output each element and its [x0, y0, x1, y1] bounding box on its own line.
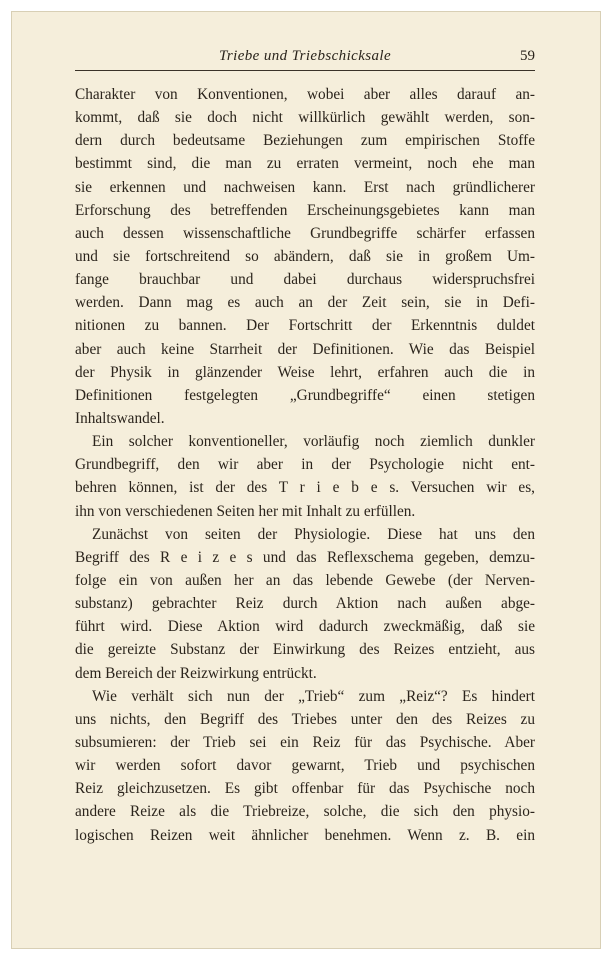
- paragraph: [75, 523, 535, 685]
- text-line: Wie verhält sich nun der „Trieb“ zum „Reiz“? Es hindert: [92, 687, 535, 705]
- text-line: ihn von verschiedenen Seiten her mit Inhalt zu erfüllen.: [75, 502, 416, 520]
- header-rule: [75, 70, 535, 71]
- text-line: Reiz gleichzusetzen. Es gibt offenbar für das Psychische noch: [75, 780, 535, 798]
- running-title: Triebe und Triebschicksale: [218, 48, 392, 64]
- paragraph: [75, 83, 535, 430]
- body-text: [75, 83, 535, 847]
- text-line: auch dessen wissenschaftliche Grundbegriffe schärfer erfassen: [75, 224, 535, 242]
- text-line: logischen Reizen weit ähnlicher benehmen. Wenn z. B. ein: [75, 826, 535, 844]
- text-line: bestimmt sind, die man zu erraten vermeint, noch ehe man: [75, 155, 535, 173]
- text-line: Inhaltswandel.: [75, 409, 165, 427]
- text-line: fange brauchbar und dabei durchaus widerspruchsfrei: [75, 271, 535, 289]
- text-line: der Physik in glänzender Weise lehrt, erfahren auch die in: [75, 363, 535, 381]
- text-line: führt wird. Diese Aktion wird dadurch zweckmäßig, daß sie: [75, 618, 535, 636]
- text-line: kommt, daß sie doch nicht willkürlich gewählt werden, son-: [75, 109, 535, 127]
- text-line: substanz) gebrachter Reiz durch Aktion nach außen abge-: [75, 595, 535, 613]
- text-line: aber auch keine Starrheit der Definitionen. Wie das Beispiel: [75, 340, 535, 358]
- text-line: werden. Dann mag es auch an der Zeit sein, sie in Defi-: [75, 294, 535, 312]
- text-line: nitionen zu bannen. Der Fortschritt der Erkenntnis duldet: [75, 317, 535, 335]
- text-line: Zunächst von seiten der Physiologie. Diese hat uns den: [92, 525, 535, 543]
- text-line: wir werden sofort davor gewarnt, Trieb und psychischen: [75, 757, 535, 775]
- paragraph: [75, 685, 535, 847]
- text-line: subsumieren: der Trieb sei ein Reiz für das Psychische. Aber: [75, 733, 535, 751]
- text-line: sie erkennen und nachweisen kann. Erst nach gründlicherer: [75, 178, 535, 196]
- page-header: [75, 48, 535, 70]
- paragraph: [75, 430, 535, 523]
- text-line: die gereizte Substanz der Einwirkung des Reizes entzieht, aus: [75, 641, 535, 659]
- page-number: 59: [520, 48, 535, 64]
- text-line: Ein solcher konventioneller, vorläufig noch ziemlich dunkler: [92, 433, 535, 451]
- text-line: Charakter von Konventionen, wobei aber alles darauf an-: [75, 86, 535, 103]
- text-line: Erforschung des betreffenden Erscheinungsgebietes kann man: [75, 201, 535, 219]
- text-line: andere Reize als die Triebreize, solche, die sich den physio-: [75, 803, 535, 821]
- text-line: und sie fortschreitend so abändern, daß sie in großem Um-: [75, 247, 535, 265]
- text-line: dern durch bedeutsame Beziehungen zum empirischen Stoffe: [75, 132, 535, 150]
- text-line: folge ein von außen her an das lebende Gewebe (der Nerven-: [75, 571, 535, 589]
- text-line: Begriff des R e i z e s und das Reflexschema gegeben, demzu-: [75, 548, 535, 566]
- text-line: Definitionen festgelegten „Grundbegriffe“ einen stetigen: [75, 386, 535, 404]
- text-line: behren können, ist der des T r i e b e s. Versuchen wir es,: [75, 479, 535, 497]
- text-line: Grundbegriff, den wir aber in der Psychologie nicht ent-: [75, 456, 535, 474]
- text-line: dem Bereich der Reizwirkung entrückt.: [75, 664, 317, 682]
- text-line: uns nichts, den Begriff des Triebes unter den des Reizes zu: [75, 710, 535, 728]
